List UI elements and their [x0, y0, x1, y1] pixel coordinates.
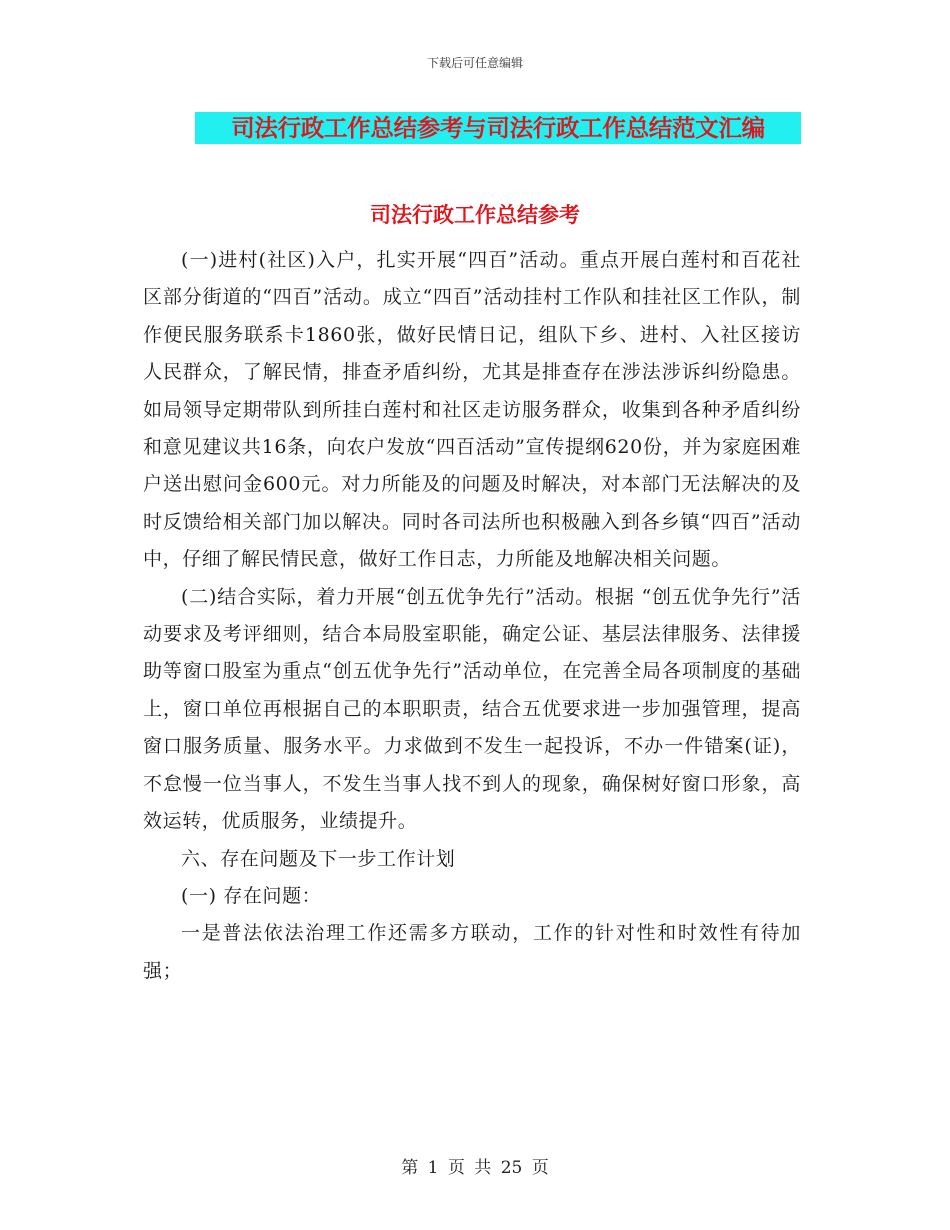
header-note: 下载后可任意编辑 — [426, 56, 523, 70]
document-subtitle: 司法行政工作总结参考 — [370, 203, 580, 227]
paragraph-3: 一是普法依法治理工作还需多方联动，工作的针对性和时效性有待加强； — [143, 922, 801, 982]
page-footer: 第 1 页 共 25 页 — [401, 1158, 549, 1178]
document-body — [143, 242, 801, 990]
paragraph-2: (二)结合实际，着力开展“创五优争先行”活动。根据 “创五优争先行”活动要求及考评细则，结合本局股室职能，确定公证、基层法律服务、法律援助等窗口股室为重点“创五优争先行”活动单位，在完善全局各项制度的基础上，窗口单位再根据自己的本职职责，结合五优要求进一步加强管理，提高窗口服务质量、服务水平。力求做到不发生一起投诉，不办一件错案(证)，不怠慢一位当事人，不发生当事人找不到人的现象，确保树好窗口形象，高效运转，优质服务，业绩提升。 — [143, 585, 801, 833]
subsection-heading: (一) 存在问题： — [181, 884, 322, 907]
document-title: 司法行政工作总结参考与司法行政工作总结范文汇编 — [195, 112, 801, 144]
paragraph-1: (一)进村(社区)入户，扎实开展“四百”活动。重点开展白莲村和百花社区部分街道的“四百”活动。成立“四百”活动挂村工作队和挂社区工作队，制作便民服务联系卡1860张，做好民情日记，组队下乡、进村、入社区接访人民群众，了解民情，排查矛盾纠纷，尤其是排查存在涉法涉诉纠纷隐患。如局领导定期带队到所挂白莲村和社区走访服务群众，收集到各种矛盾纠纷和意见建议共16条，向农户发放“四百活动”宣传提纲620份，并为家庭困难户送出慰问金600元。对力所能及的问题及时解决，对本部门无法解决的及时反馈给相关部门加以解决。同时各司法所也积极融入到各乡镇“四百”活动中，仔细了解民情民意，做好工作日志，力所能及地解决相关问题。 — [143, 249, 801, 571]
section-heading: 六、存在问题及下一步工作计划 — [181, 847, 456, 870]
